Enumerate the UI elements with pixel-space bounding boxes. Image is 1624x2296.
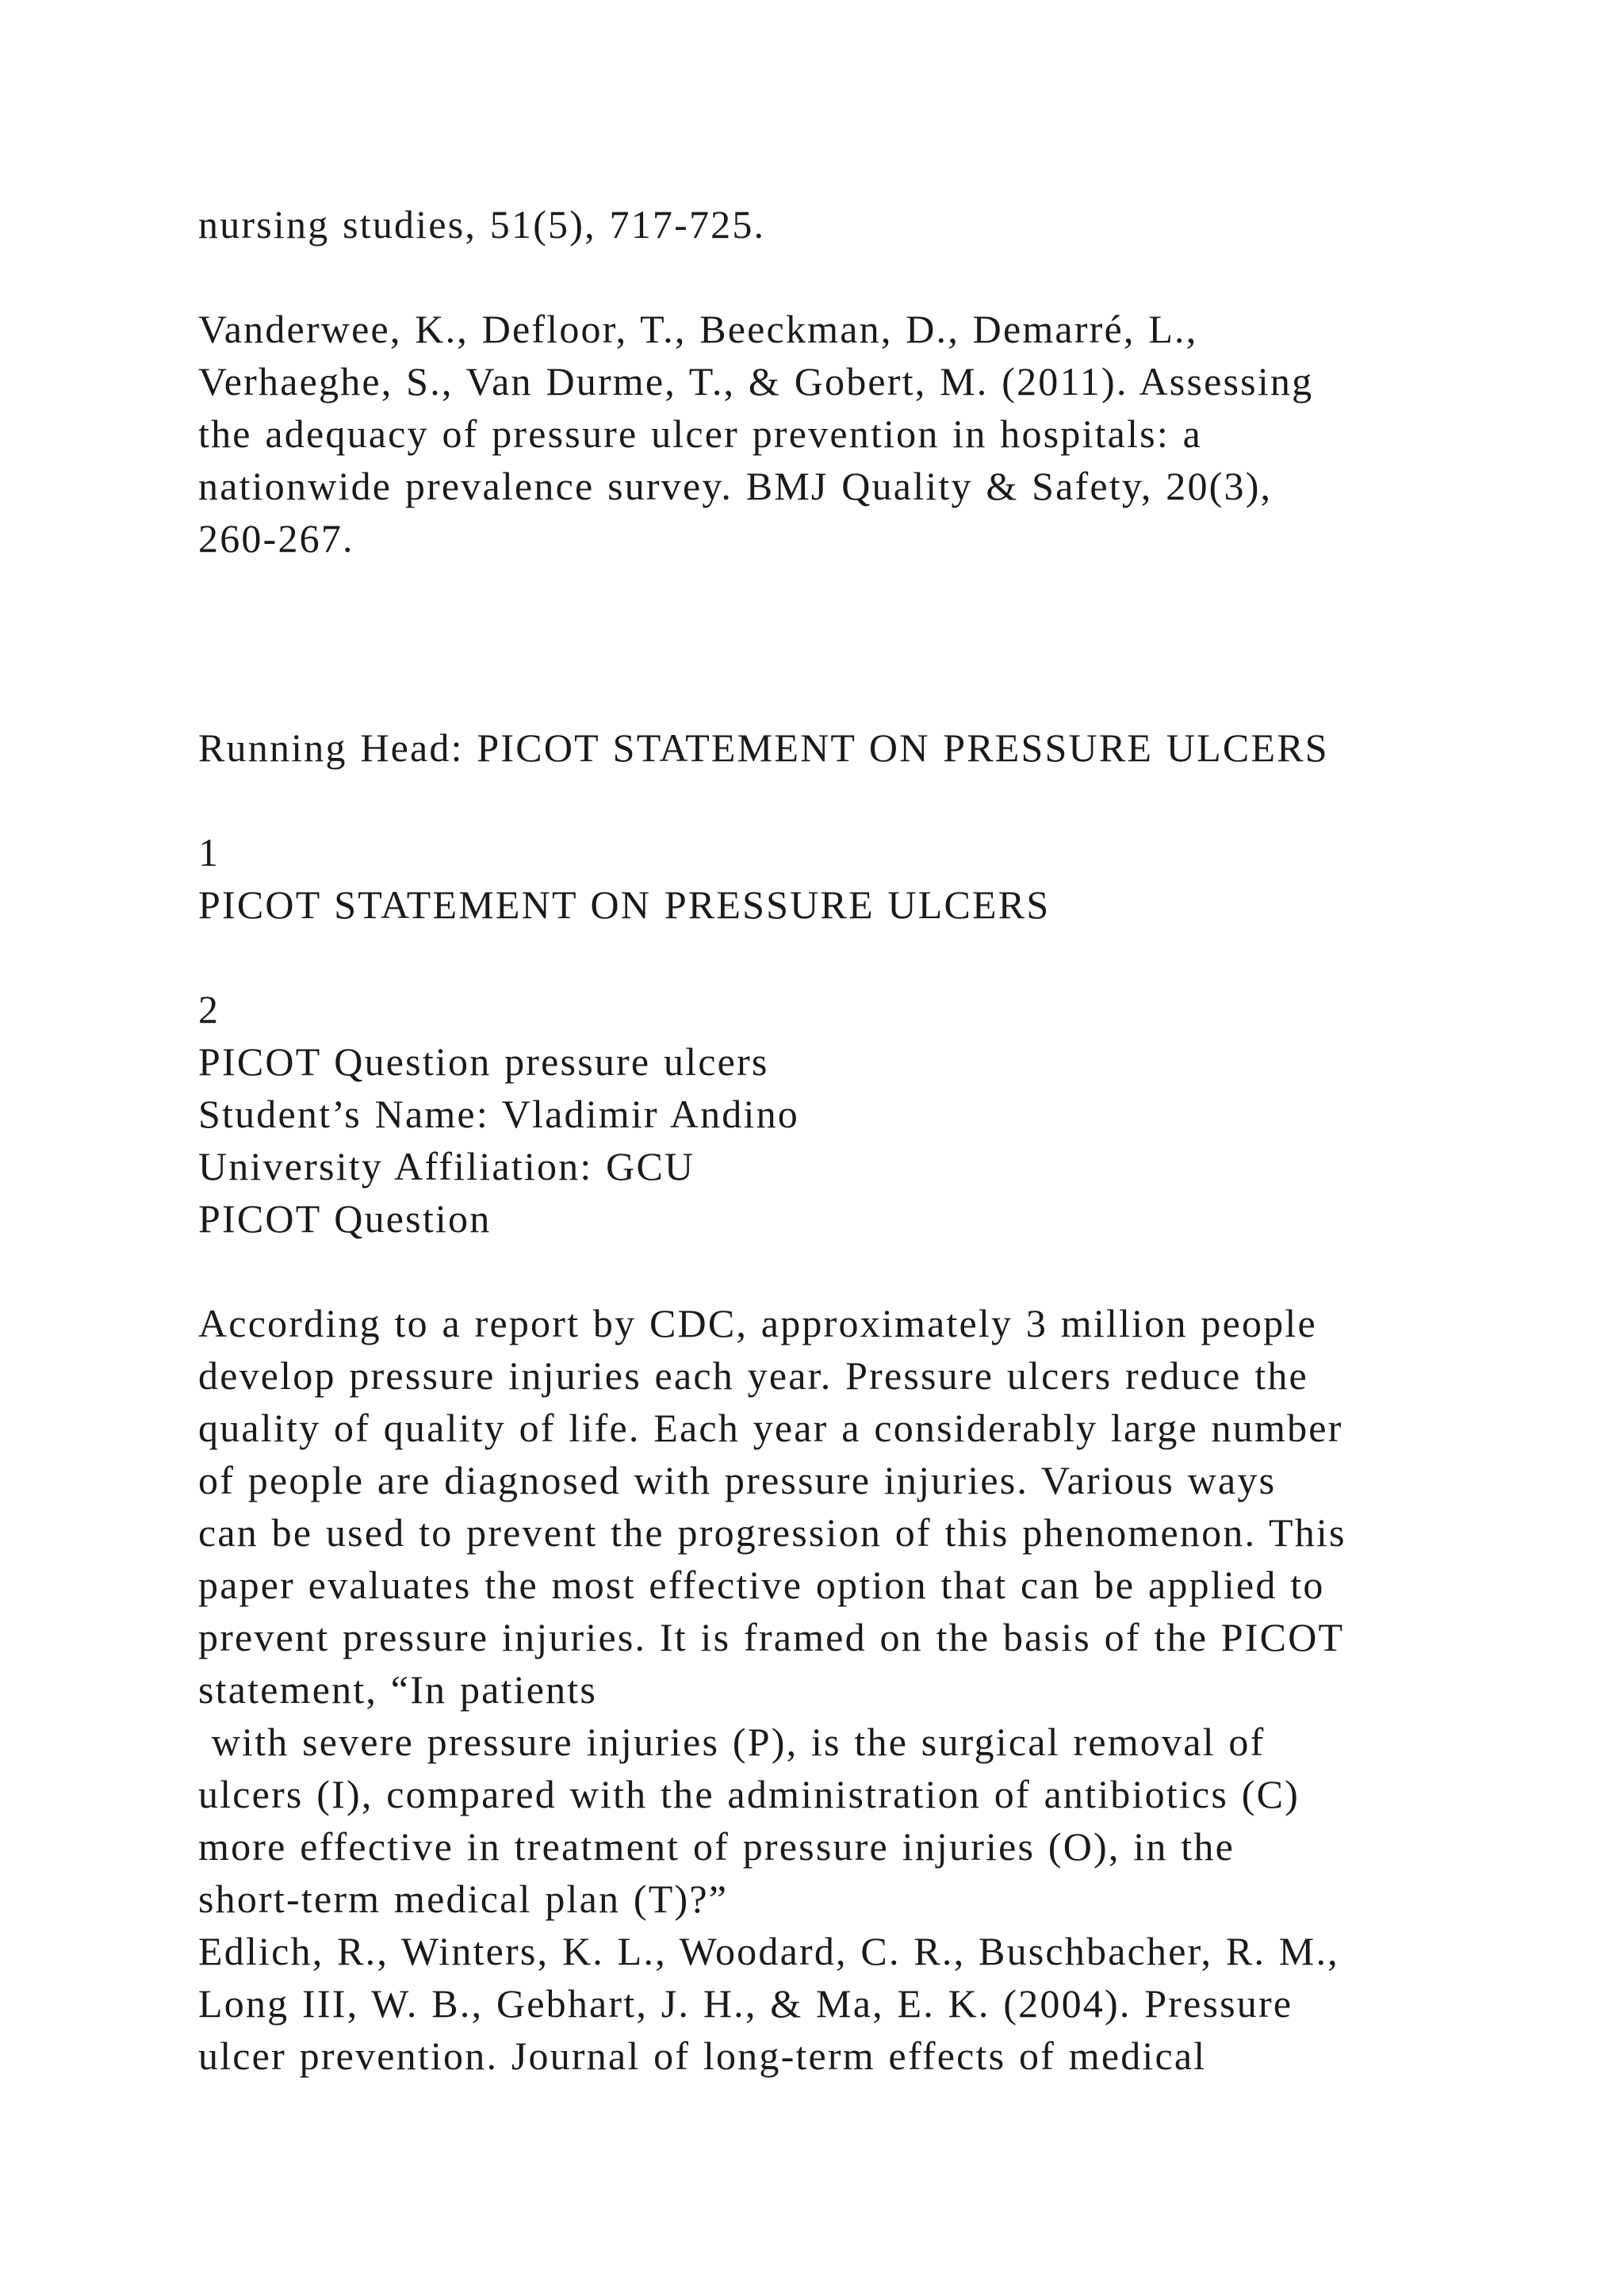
text-line: paper evaluates the most effective option that can be applied to [198,1563,1325,1607]
page-number: 1 [198,830,220,874]
text-line: more effective in treatment of pressure injuries (O), in the [198,1824,1235,1869]
text-line: can be used to prevent the progression of this phenomenon. This [198,1510,1346,1555]
text-line: ulcer prevention. Journal of long-term effects of medical [198,2034,1207,2078]
text-line: prevent pressure injuries. It is framed on the basis of the PICOT [198,1615,1345,1659]
text-line: statement, “In patients [198,1667,598,1712]
text-line: nursing studies, 51(5), 717-725. [198,202,766,247]
text-line: ulcers (I), compared with the administration of antibiotics (C) [198,1772,1300,1816]
text-line: According to a report by CDC, approximately 3 million people [198,1301,1317,1345]
section-heading: PICOT Question [198,1196,492,1241]
text-line: Verhaeghe, S., Van Durme, T., & Gobert, M. (2011). Assessing [198,359,1314,404]
page-number: 2 [198,987,220,1031]
text-line: the adequacy of pressure ulcer prevention in hospitals: a [198,411,1203,456]
text-line: 260-267. [198,516,354,561]
running-header: PICOT STATEMENT ON PRESSURE ULCERS [198,882,1051,927]
running-head: Running Head: PICOT STATEMENT ON PRESSURE ULCERS [198,725,1329,770]
document-title: PICOT Question pressure ulcers [198,1039,769,1084]
text-line: develop pressure injuries each year. Pressure ulcers reduce the [198,1353,1308,1398]
text-line: quality of quality of life. Each year a considerably large number [198,1406,1343,1450]
text-line: nationwide prevalence survey. BMJ Quality & Safety, 20(3), [198,464,1273,508]
university-affiliation: University Affiliation: GCU [198,1144,695,1188]
student-name: Student’s Name: Vladimir Andino [198,1092,799,1136]
text-line: Edlich, R., Winters, K. L., Woodard, C. R., Buschbacher, R. M., [198,1929,1339,1973]
text-line: with severe pressure injuries (P), is the surgical removal of [198,1720,1266,1764]
text-line: Long III, W. B., Gebhart, J. H., & Ma, E. K. (2004). Pressure [198,1981,1293,2026]
text-line: of people are diagnosed with pressure injuries. Various ways [198,1458,1277,1502]
text-line: Vanderwee, K., Defloor, T., Beeckman, D., Demarré, L., [198,307,1198,351]
text-line: short-term medical plan (T)?” [198,1877,729,1921]
